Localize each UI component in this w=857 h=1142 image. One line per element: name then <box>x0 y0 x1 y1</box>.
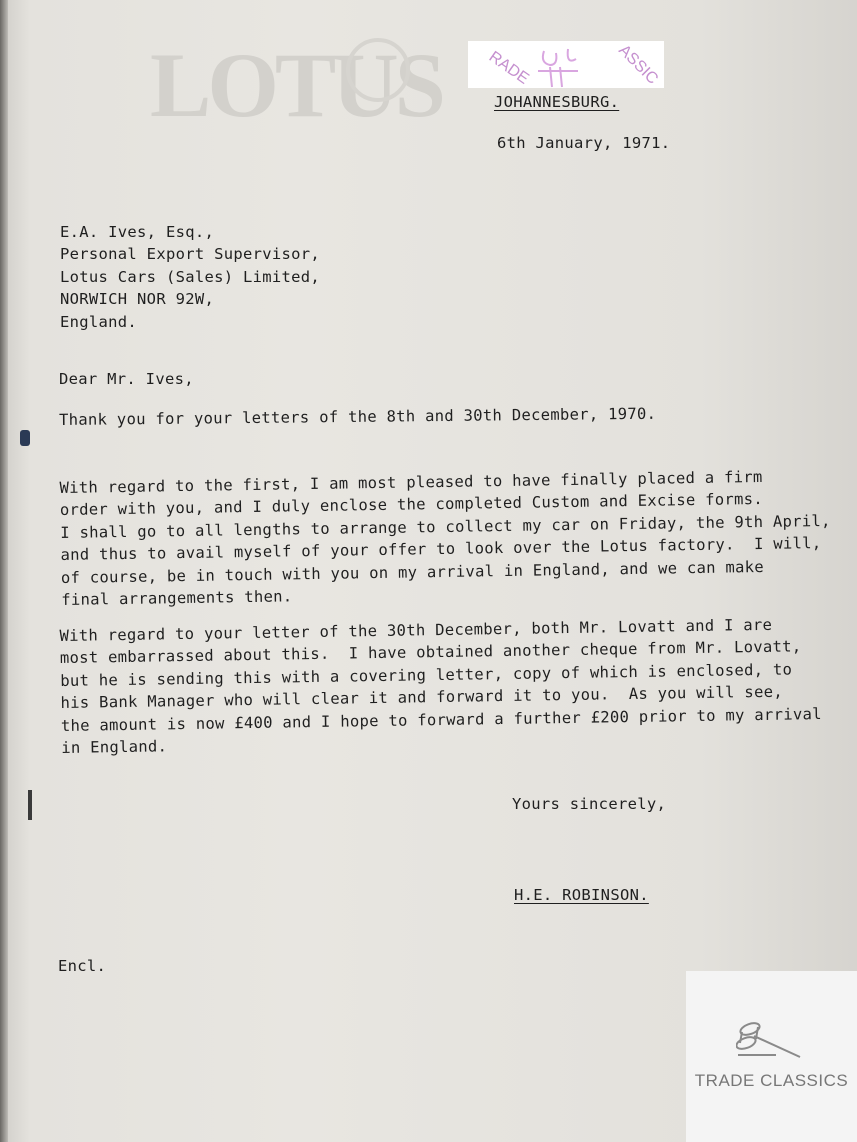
paragraph-3-line: With regard to your letter of the 30th December, both Mr. Lovatt and I are <box>59 615 773 645</box>
paragraph-3-line: the amount is now £400 and I hope to forward a further £200 prior to my arrival <box>60 704 822 735</box>
paragraph-3-line: in England. <box>61 737 168 757</box>
closing: Yours sincerely, <box>512 795 667 813</box>
top-watermark-logo <box>468 41 664 88</box>
recipient-address <box>60 198 320 356</box>
ink-mark <box>20 430 30 446</box>
salutation: Dear Mr. Ives, <box>59 370 194 388</box>
ghost-letterhead-emblem <box>346 38 410 102</box>
signature: H.E. ROBINSON. <box>514 886 649 904</box>
address-line: NORWICH NOR 92W, <box>60 290 215 308</box>
enclosure-note: Encl. <box>58 957 107 975</box>
page-edge-shadow <box>0 0 8 1142</box>
paragraph-2-line: of course, be in touch with you on my arrival in England, and we can make <box>60 557 765 587</box>
letter-place: JOHANNESBURG. <box>494 93 620 111</box>
bottom-watermark-text: TRADE CLASSICS <box>694 1071 849 1090</box>
address-line: Personal Export Supervisor, <box>60 245 321 263</box>
paragraph-2-line: order with you, and I duly enclose the completed Custom and Excise forms. <box>59 489 764 519</box>
paragraph-2-line: With regard to the first, I am most pleased to have finally placed a firm <box>59 467 763 497</box>
paragraph-3-line: but he is sending this with a covering letter, copy of which is enclosed, to <box>60 659 793 690</box>
paragraph-3-line: his Bank Manager who will clear it and forward it to you. As you will see, <box>60 682 784 712</box>
paragraph-2-line: final arrangements then. <box>61 587 293 609</box>
top-watermark-text-left: RADE <box>485 48 532 88</box>
margin-mark <box>28 790 32 820</box>
paragraph-2-line: I shall go to all lengths to arrange to collect my car on Friday, the 9th April, <box>60 511 831 542</box>
gavel-icon <box>736 1019 806 1061</box>
bottom-watermark <box>686 971 857 1142</box>
ghost-letterhead: LOTUS <box>150 34 442 136</box>
paragraph-1: Thank you for your letters of the 8th and 30th December, 1970. <box>59 404 657 429</box>
top-watermark-text-right: ASSIC <box>615 41 662 88</box>
address-line: E.A. Ives, Esq., <box>60 222 215 241</box>
address-line: Lotus Cars (Sales) Limited, <box>60 267 321 286</box>
paragraph-3 <box>59 590 823 782</box>
paragraph-2-line: and thus to avail myself of your offer to look over the Lotus factory. I will, <box>60 534 822 564</box>
top-watermark <box>468 41 664 88</box>
address-line: England. <box>60 312 138 331</box>
letter-date: 6th January, 1971. <box>497 134 671 152</box>
paragraph-3-line: most embarrassed about this. I have obtained another cheque from Mr. Lovatt, <box>59 637 802 667</box>
